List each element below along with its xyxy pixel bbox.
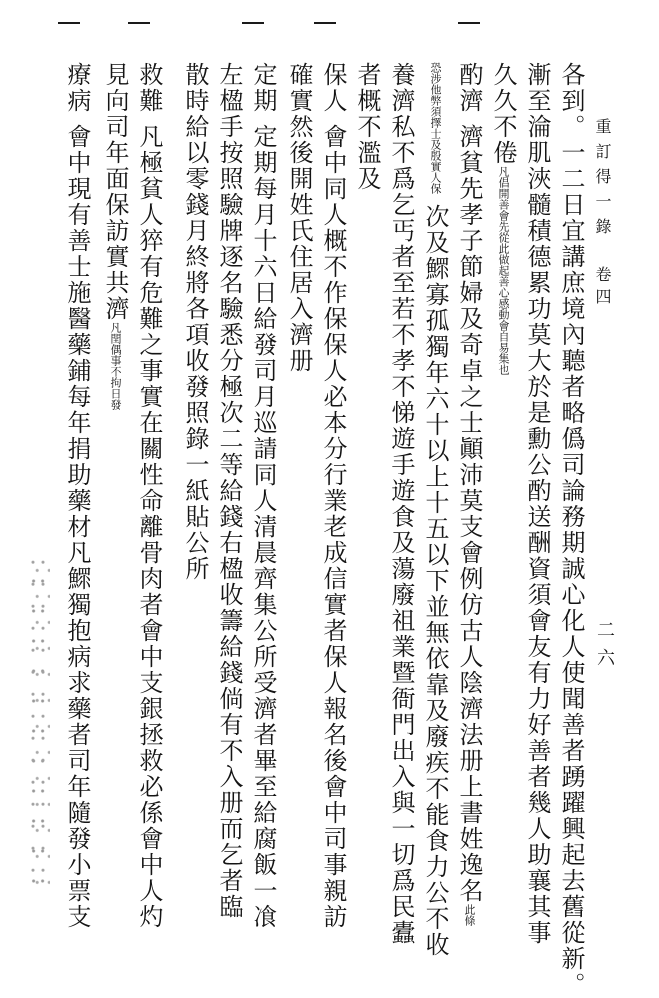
section-mark <box>128 22 150 24</box>
section-heading: 療病 <box>63 62 91 114</box>
page-number: 二六 <box>594 620 615 676</box>
section-heading: 定期 <box>249 62 277 114</box>
scan-edge-artifacts <box>30 560 50 890</box>
section-heading: 保人 <box>319 62 347 114</box>
text-column <box>100 62 130 882</box>
column-text: 凡極貧人猝有危難之事實在關性命離骨肉者會中支銀拯救必係會中人灼 <box>135 123 163 930</box>
text-column <box>386 62 416 946</box>
column-text: 漸至淪肌浹髓積德累功莫大於是勳公酌送酬資須會友有力好善者幾人助襄其事 <box>523 62 551 946</box>
column-text: 濟貧先孝子節婦及奇卓之士顚沛莫支會例仿古人陰濟法册上書姓逸名 <box>455 123 483 904</box>
text-column <box>522 62 552 946</box>
section-mark <box>458 22 480 24</box>
column-text: 養濟私不爲乞丐者至若不孝不悌遊手遊食及蕩廢祖業暨衙門出入與一切爲民蠹 <box>387 62 415 946</box>
column-note: 凡倡開善會先從此做起善心感動會自易集也 <box>497 166 510 375</box>
section-heading: 酌濟 <box>455 62 483 114</box>
column-text: 見向司年面保訪實共濟 <box>101 62 129 322</box>
column-text: 者概不濫及 <box>353 62 381 192</box>
text-column <box>134 62 164 930</box>
text-column <box>352 62 382 882</box>
text-column <box>420 62 450 958</box>
section-mark <box>242 22 264 24</box>
text-column <box>180 62 210 882</box>
text-column <box>284 62 314 882</box>
column-note: 凡閏偶事不拘日發 <box>109 322 122 410</box>
column-text: 散時給以零錢月終將各項收發照錄一紙貼公所 <box>181 62 209 582</box>
column-text: 次及鰥寡孤獨年六十以上十五以下並無依靠及廢疾不能食力公不收 <box>421 203 449 958</box>
section-mark <box>58 22 80 24</box>
column-text: 久久不倦 <box>489 62 517 166</box>
column-text: 會中現有善士施醫藥鋪每年捐助藥材凡鰥獨抱病求藥者司年隨發小票支 <box>63 123 91 930</box>
column-text: 確實然後開姓氏住居入濟册 <box>285 62 313 374</box>
running-header <box>590 118 614 318</box>
column-text: 各到。一二日宜講庶境內聽者略僞司論務期誠心化人使聞善者踴躍興起去舊從新。 <box>557 62 585 998</box>
column-text: 定期每月十六日給發司月巡請同人清晨齊集公所受濟者畢至給腐飯一飡 <box>249 123 277 930</box>
column-note: 恐涉他弊須擇士及殷實人保 <box>429 62 442 194</box>
volume-label: 卷四 <box>593 266 612 310</box>
text-column <box>62 62 92 930</box>
text-column <box>214 62 244 920</box>
text-column <box>556 62 586 998</box>
text-column <box>454 62 484 926</box>
section-mark <box>314 22 336 24</box>
column-text: 會中同人概不作保保人必本分行業老成信實者保人報名後會中司事親訪 <box>319 123 347 930</box>
section-heading: 救難 <box>135 62 163 114</box>
column-text: 左楹手按照驗牌逐名驗悉分極次二等給錢右楹收籌給錢倘有不入册而乞者臨 <box>215 62 243 920</box>
text-column <box>488 62 518 882</box>
column-note: 此條 <box>463 903 476 926</box>
book-title: 重訂得一錄 <box>593 118 612 243</box>
text-column <box>318 62 348 930</box>
text-column <box>248 62 278 930</box>
